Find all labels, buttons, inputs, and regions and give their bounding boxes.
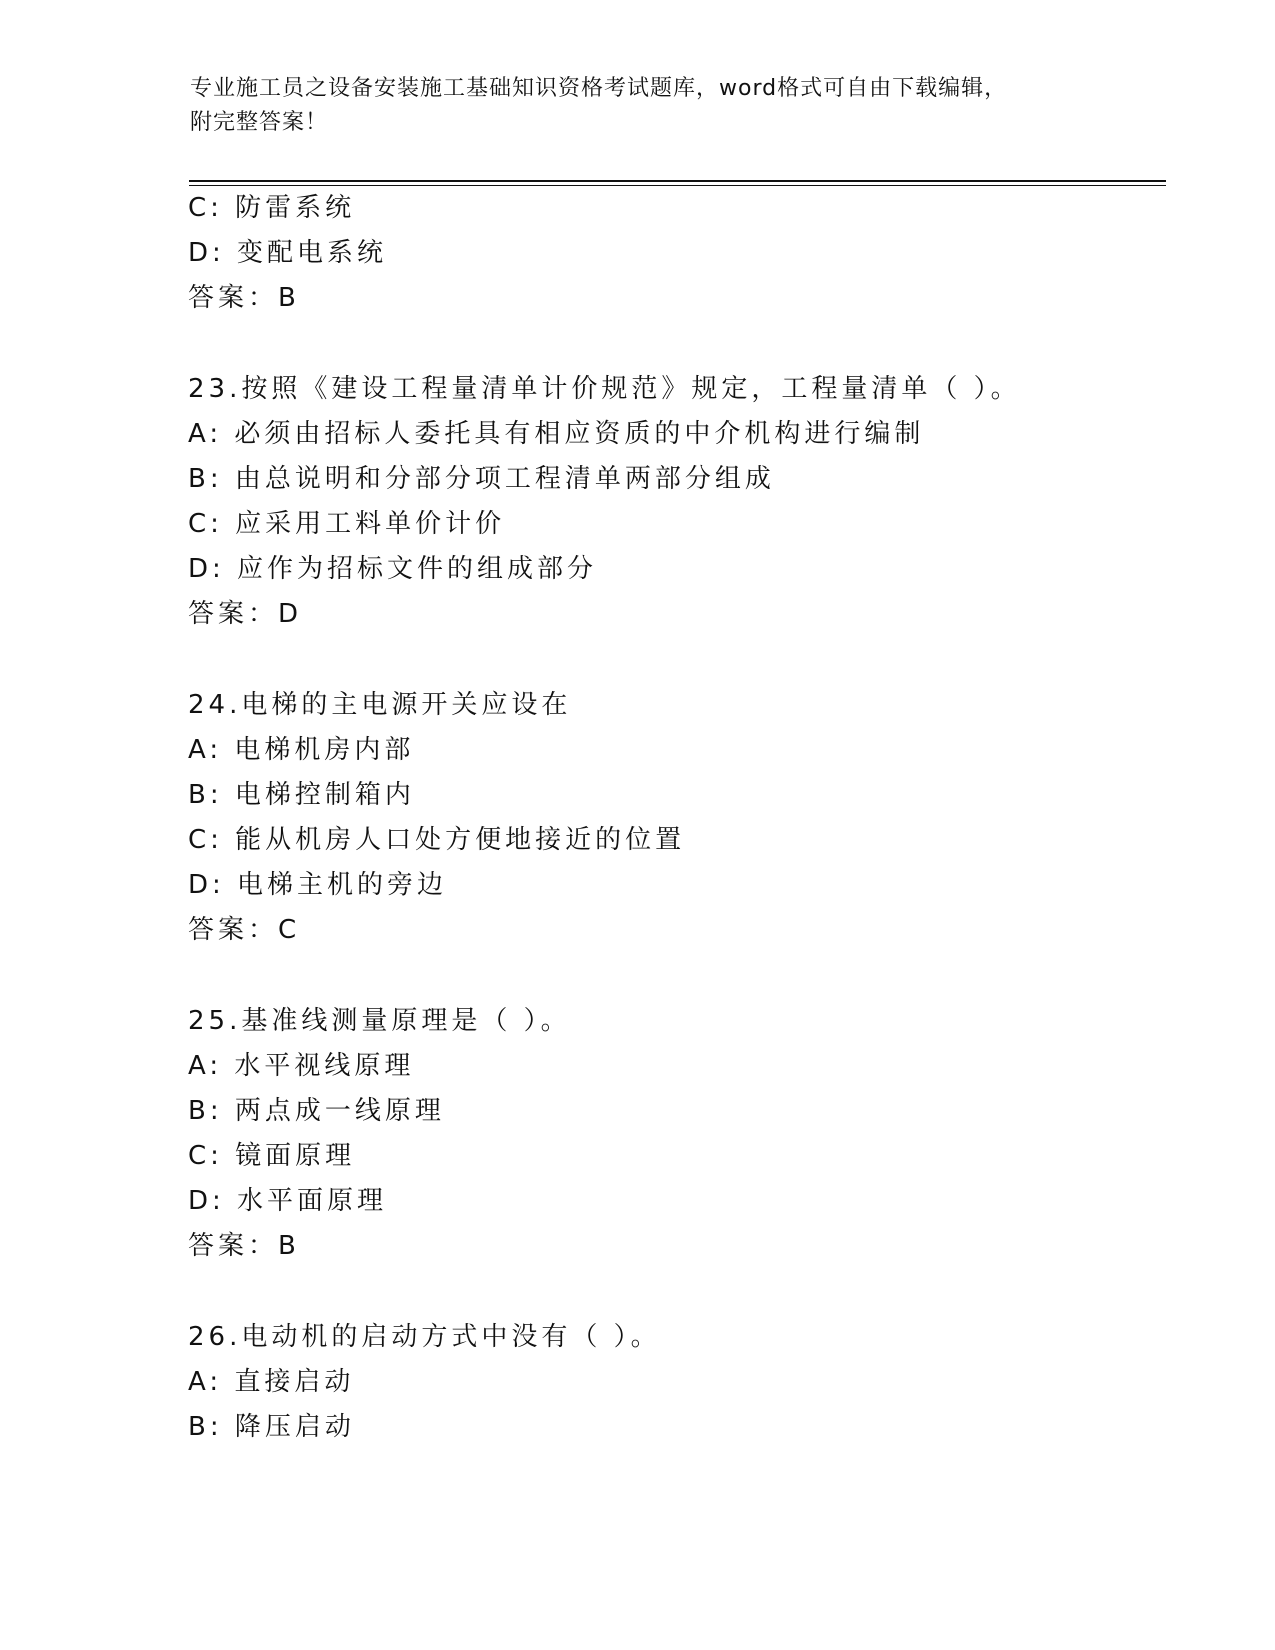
prev-answer: 答案：B (188, 283, 300, 313)
q25-answer: 答案：B (188, 1231, 300, 1261)
q23-option-a: A: 必须由招标人委托具有相应资质的中介机构进行编制 (188, 419, 925, 449)
q24-answer: 答案：C (188, 915, 301, 945)
header-divider-thick (189, 180, 1166, 182)
q25-option-c: C: 镜面原理 (188, 1141, 356, 1171)
q26-option-b: B: 降压启动 (188, 1412, 355, 1442)
q24-option-b: B: 电梯控制箱内 (188, 780, 415, 810)
prev-option-d: D: 变配电系统 (188, 238, 388, 268)
q25-option-b: B: 两点成一线原理 (188, 1096, 445, 1126)
header-line-1: 专业施工员之设备安装施工基础知识资格考试题库，word格式可自由下载编辑， (190, 76, 1008, 101)
q23-question: 23.按照《建设工程量清单计价规范》规定，工程量清单（ ）。 (188, 374, 1021, 404)
q24-question: 24.电梯的主电源开关应设在 (188, 690, 572, 720)
q23-answer: 答案：D (188, 599, 303, 629)
q23-option-c: C: 应采用工料单价计价 (188, 509, 506, 539)
q25-option-a: A: 水平视线原理 (188, 1051, 415, 1081)
q26-question: 26.电动机的启动方式中没有（ ）。 (188, 1322, 661, 1352)
q26-option-a: A: 直接启动 (188, 1367, 355, 1397)
q25-option-d: D: 水平面原理 (188, 1186, 388, 1216)
q24-option-d: D: 电梯主机的旁边 (188, 870, 448, 900)
header-line-2: 附完整答案！ (190, 110, 329, 135)
q23-option-b: B: 由总说明和分部分项工程清单两部分组成 (188, 464, 775, 494)
q25-question: 25.基准线测量原理是（ ）。 (188, 1006, 571, 1036)
q24-option-c: C: 能从机房人口处方便地接近的位置 (188, 825, 686, 855)
prev-option-c: C: 防雷系统 (188, 193, 356, 223)
document-header (190, 72, 1070, 140)
q24-option-a: A: 电梯机房内部 (188, 735, 415, 765)
header-divider-thin (189, 185, 1166, 186)
q23-option-d: D: 应作为招标文件的组成部分 (188, 554, 598, 584)
